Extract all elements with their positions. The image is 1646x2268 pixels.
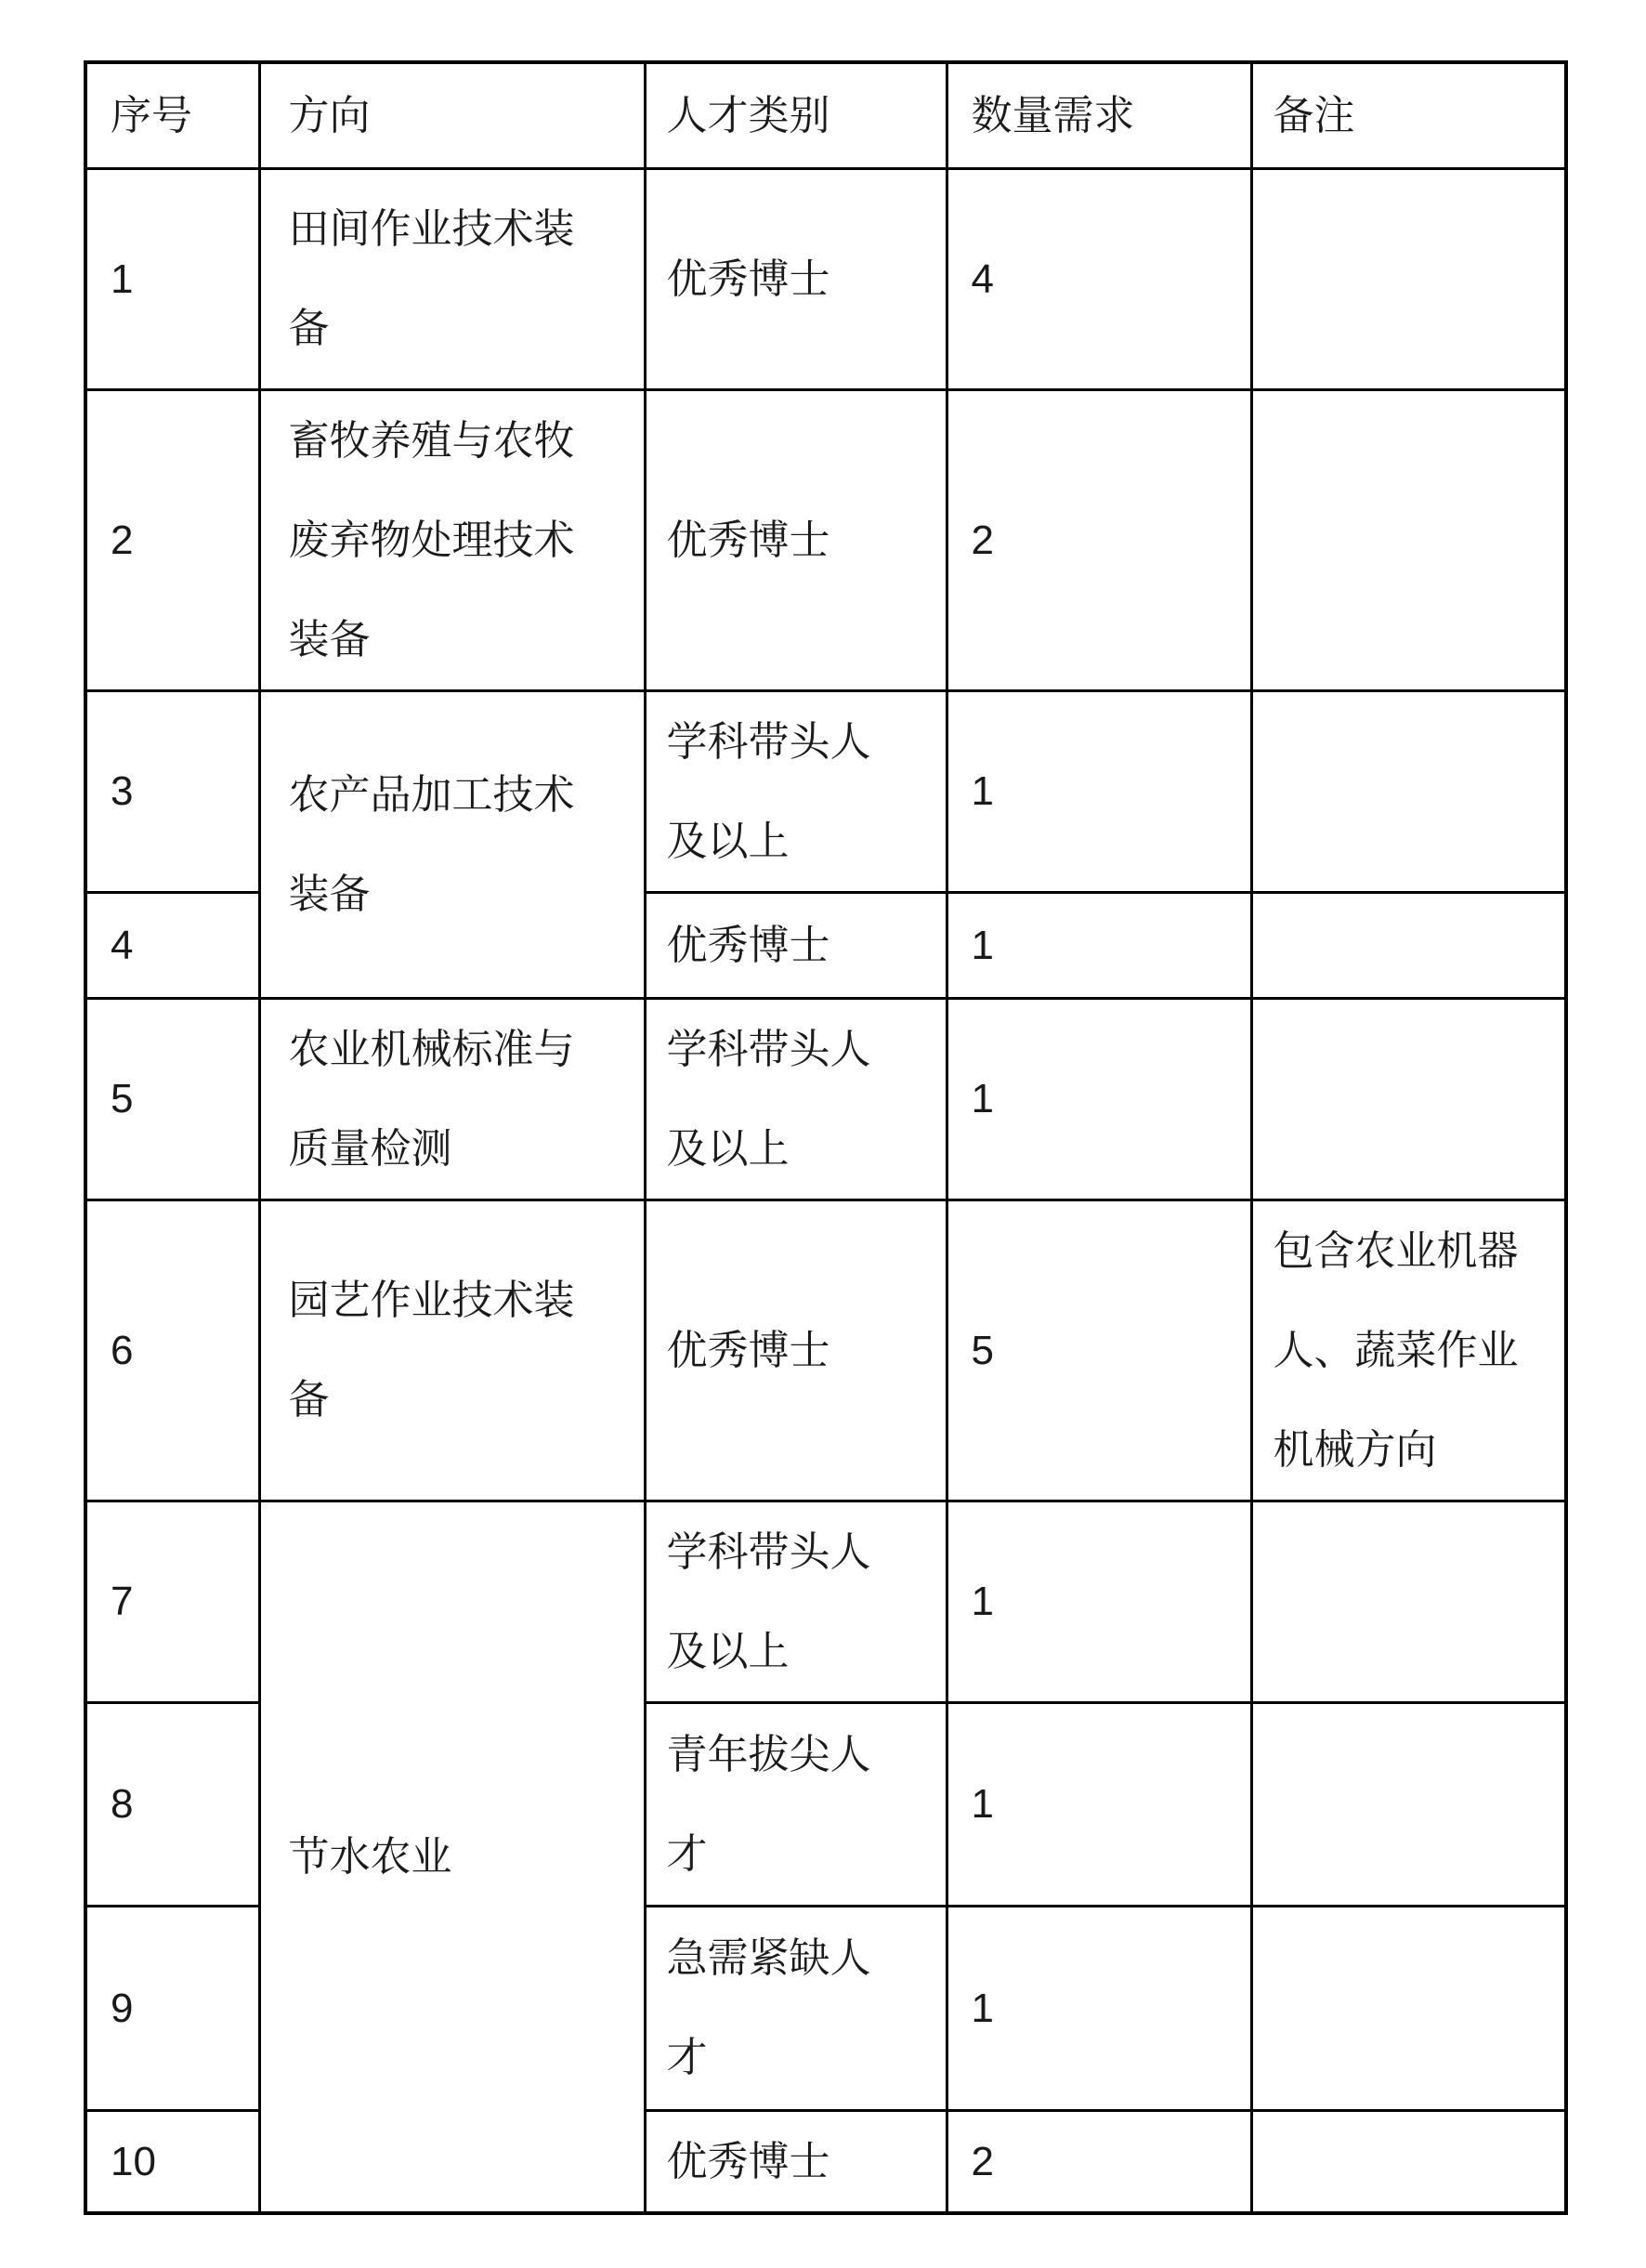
- cell-category: 急需紧缺人才: [645, 1906, 947, 2110]
- table-header-row: [85, 62, 1566, 168]
- cell-direction: 畜牧养殖与农牧废弃物处理技术装备: [259, 389, 645, 690]
- column-header-no: 序号: [85, 62, 259, 168]
- cell-no: 7: [85, 1501, 259, 1702]
- cell-no: 9: [85, 1906, 259, 2110]
- talent-demand-table: [84, 60, 1568, 2215]
- cell-category: 优秀博士: [645, 168, 947, 389]
- cell-direction: 农业机械标准与质量检测: [259, 998, 645, 1200]
- cell-remark: [1251, 389, 1566, 690]
- cell-no: 2: [85, 389, 259, 690]
- cell-category: 优秀博士: [645, 2110, 947, 2213]
- cell-quantity: 1: [947, 690, 1251, 892]
- table-row: [85, 690, 1566, 892]
- cell-direction: 田间作业技术装备: [259, 168, 645, 389]
- cell-quantity: 2: [947, 389, 1251, 690]
- cell-remark: [1251, 690, 1566, 892]
- cell-direction-merged: 节水农业: [259, 1501, 645, 2213]
- cell-no: 1: [85, 168, 259, 389]
- cell-quantity: 1: [947, 892, 1251, 998]
- cell-no: 6: [85, 1200, 259, 1501]
- cell-remark: 包含农业机器人、蔬菜作业机械方向: [1251, 1200, 1566, 1501]
- cell-category: 学科带头人及以上: [645, 998, 947, 1200]
- cell-direction-merged: 农产品加工技术装备: [259, 690, 645, 998]
- cell-category: 优秀博士: [645, 389, 947, 690]
- cell-remark: [1251, 2110, 1566, 2213]
- cell-category: 青年拔尖人才: [645, 1702, 947, 1906]
- cell-quantity: 2: [947, 2110, 1251, 2213]
- table-row: [85, 389, 1566, 690]
- cell-direction: 园艺作业技术装备: [259, 1200, 645, 1501]
- cell-quantity: 1: [947, 1702, 1251, 1906]
- table-row: [85, 1200, 1566, 1501]
- cell-remark: [1251, 998, 1566, 1200]
- column-header-direction: 方向: [259, 62, 645, 168]
- cell-quantity: 4: [947, 168, 1251, 389]
- cell-no: 8: [85, 1702, 259, 1906]
- cell-category: 优秀博士: [645, 1200, 947, 1501]
- cell-category: 学科带头人及以上: [645, 1501, 947, 1702]
- table-row: [85, 998, 1566, 1200]
- cell-quantity: 1: [947, 1501, 1251, 1702]
- cell-category: 优秀博士: [645, 892, 947, 998]
- cell-remark: [1251, 168, 1566, 389]
- table-row: [85, 1501, 1566, 1702]
- cell-remark: [1251, 1702, 1566, 1906]
- column-header-quantity: 数量需求: [947, 62, 1251, 168]
- cell-no: 10: [85, 2110, 259, 2213]
- column-header-category: 人才类别: [645, 62, 947, 168]
- table-row: [85, 168, 1566, 389]
- cell-no: 4: [85, 892, 259, 998]
- cell-no: 3: [85, 690, 259, 892]
- cell-remark: [1251, 1501, 1566, 1702]
- cell-quantity: 1: [947, 1906, 1251, 2110]
- cell-remark: [1251, 892, 1566, 998]
- cell-remark: [1251, 1906, 1566, 2110]
- cell-no: 5: [85, 998, 259, 1200]
- cell-quantity: 5: [947, 1200, 1251, 1501]
- cell-category: 学科带头人及以上: [645, 690, 947, 892]
- column-header-remark: 备注: [1251, 62, 1566, 168]
- cell-quantity: 1: [947, 998, 1251, 1200]
